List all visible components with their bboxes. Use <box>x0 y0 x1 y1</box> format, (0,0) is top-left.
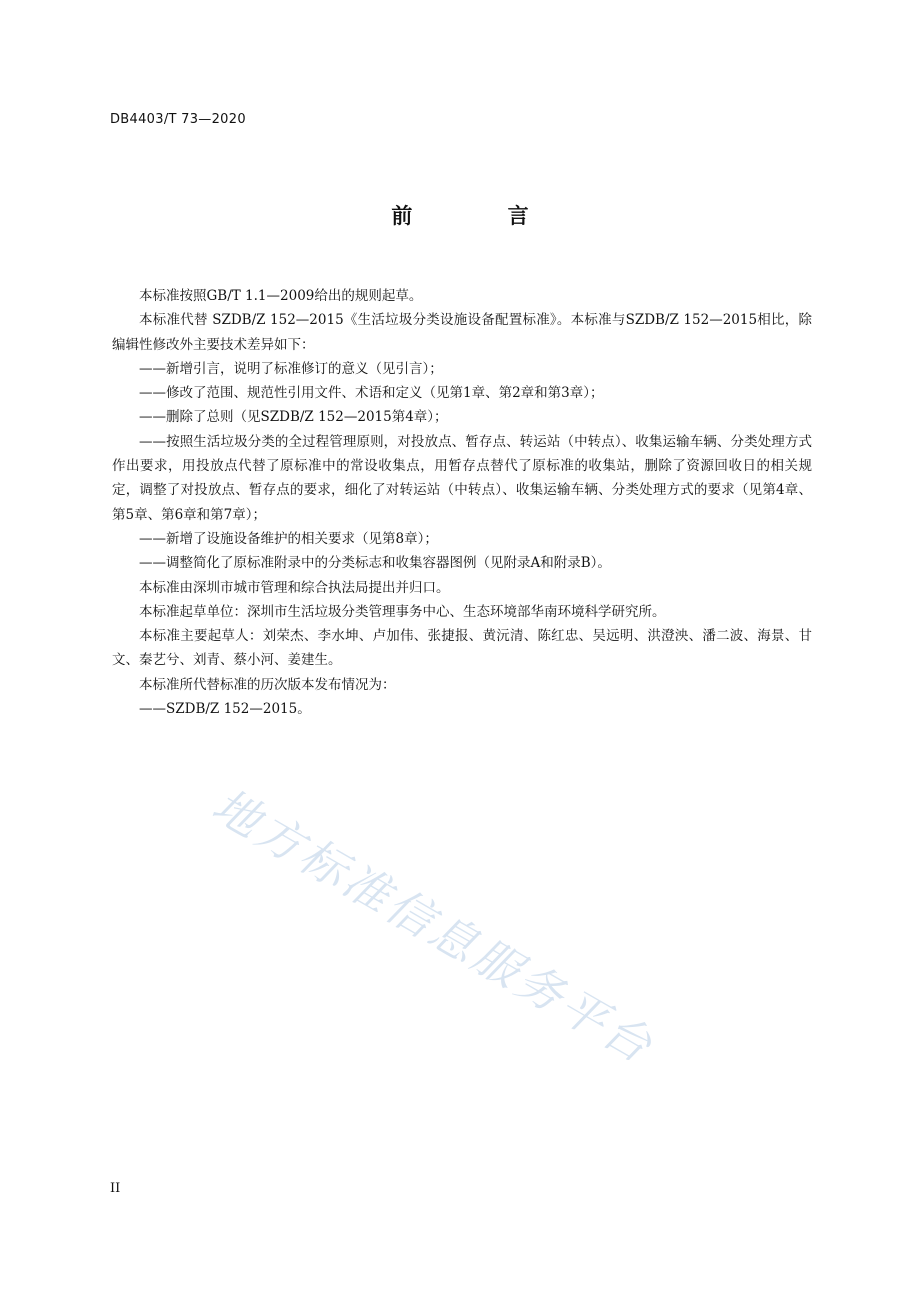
paragraph-version-history: 本标准所代替标准的历次版本发布情况为： <box>139 676 396 693</box>
watermark: 地方标准信息服务平台 <box>203 777 664 1075</box>
page-number: II <box>110 1181 121 1196</box>
page-title: 前 言 <box>391 204 573 228</box>
standard-code: DB4403/T 73—2020 <box>110 112 246 127</box>
paragraph-drafters: 本标准主要起草人：刘荣杰、李水坤、卢加伟、张捷报、黄沅清、陈红忠、吴远明、洪澄泱、潘二波、海景、甘文、秦艺兮、刘青、蔡小河、姜建生。 <box>112 628 812 669</box>
change-item: ——新增引言，说明了标准修订的意义（见引言）； <box>139 360 443 377</box>
version-history-item: ——SZDB/Z 152—2015。 <box>139 701 311 718</box>
change-item: ——修改了范围、规范性引用文件、术语和定义（见第1章、第2章和第3章）； <box>139 385 604 402</box>
paragraph-replacement: 本标准代替 SZDB/Z 152—2015《生活垃圾分类设施设备配置标准》。本标准与SZDB/Z 152—2015相比，除编辑性修改外主要技术差异如下： <box>112 312 812 353</box>
change-item: ——删除了总则（见SZDB/Z 152—2015第4章）； <box>139 409 448 426</box>
change-item: ——调整简化了原标准附录中的分类标志和收集容器图例（见附录A和附录B）。 <box>139 555 611 572</box>
paragraph-drafting-rules: 本标准按照GB/T 1.1—2009给出的规则起草。 <box>139 288 423 304</box>
paragraph-proposer: 本标准由深圳市城市管理和综合执法局提出并归口。 <box>139 579 450 596</box>
foreword-body <box>112 284 812 721</box>
change-item: ——按照生活垃圾分类的全过程管理原则，对投放点、暂存点、转运站（中转点）、收集运输车辆、分类处理方式作出要求，用投放点代替了原标准中的常设收集点，用暂存点替代了原标准的收集站，删除了资源回收日的相关规定，调整了对投放点、暂存点的要求，细化了对转运站（中转点）、收集运输车辆、分类处理方式的要求（见第4章、第5章、第6章和第7章）； <box>112 433 812 523</box>
paragraph-drafting-units: 本标准起草单位：深圳市生活垃圾分类管理事务中心、生态环境部华南环境科学研究所。 <box>139 603 666 620</box>
change-item: ——新增了设施设备维护的相关要求（见第8章）； <box>139 530 438 547</box>
